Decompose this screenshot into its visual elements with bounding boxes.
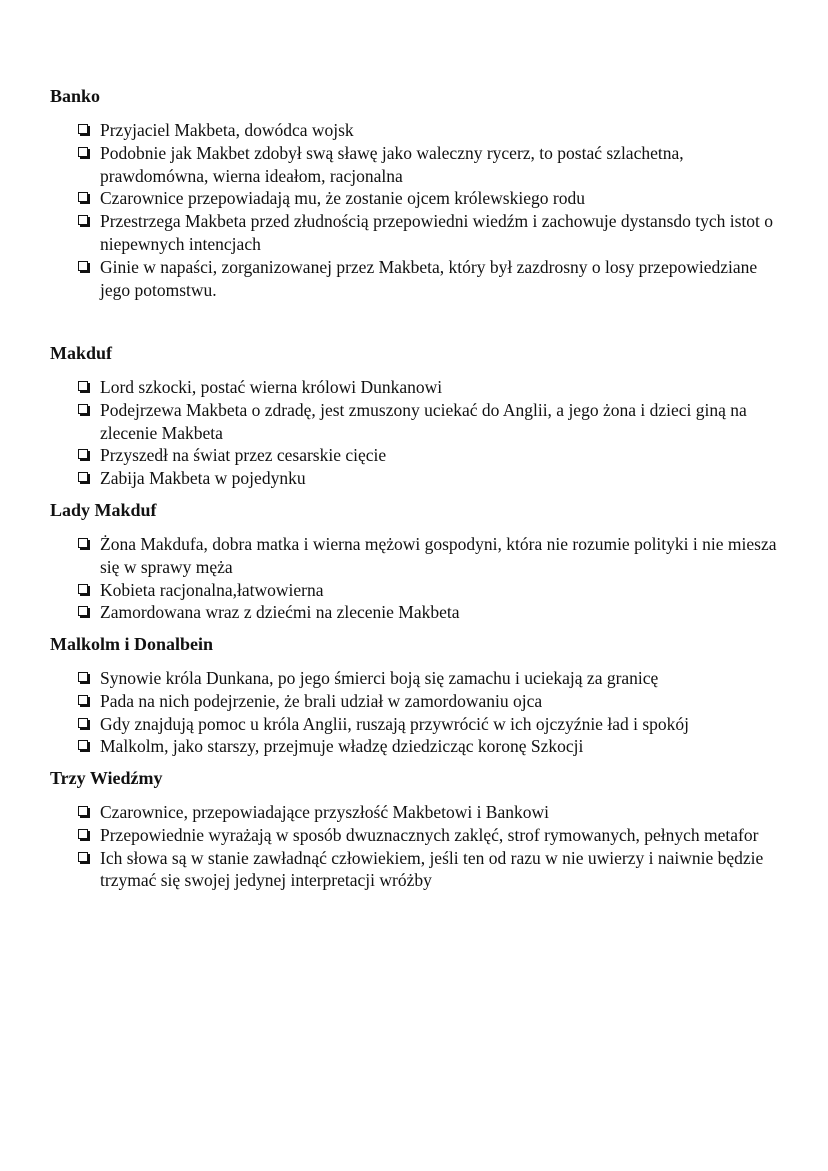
list-item: Podobnie jak Makbet zdobył swą sławę jako waleczny rycerz, to postać szlachetna, prawdomówna, wierna ideałom, racjonalna	[50, 142, 780, 188]
list-item: Lord szkocki, postać wierna królowi Dunkanowi	[50, 376, 780, 399]
checkbox-bullet-icon	[78, 584, 88, 594]
checkbox-bullet-icon	[78, 740, 88, 750]
checkbox-bullet-icon	[78, 852, 88, 862]
checkbox-bullet-icon	[78, 829, 88, 839]
section-heading: Makduf	[50, 343, 113, 363]
section-malkolm-donalbein	[50, 632, 780, 758]
checkbox-bullet-icon	[78, 124, 88, 134]
checkbox-bullet-icon	[78, 261, 88, 271]
list-item: Synowie króla Dunkana, po jego śmierci boją się zamachu i uciekają za granicę	[50, 667, 780, 690]
list-item: Ginie w napaści, zorganizowanej przez Makbeta, który był zazdrosny o losy przepowiedziane jego potomstwu.	[50, 256, 780, 302]
section-banko	[50, 84, 780, 301]
list-item: Przyszedł na świat przez cesarskie cięcie	[50, 444, 780, 467]
checkbox-bullet-icon	[78, 381, 88, 391]
list-item: Czarownice, przepowiadające przyszłość Makbetowi i Bankowi	[50, 801, 780, 824]
list-item: Gdy znajdują pomoc u króla Anglii, ruszają przywrócić w ich ojczyźnie ład i spokój	[50, 713, 780, 736]
section-lady-makduf	[50, 498, 780, 624]
list-item: Przyjaciel Makbeta, dowódca wojsk	[50, 119, 780, 142]
section-trzy-wiedzmy	[50, 766, 780, 892]
checkbox-bullet-icon	[78, 147, 88, 157]
checkbox-bullet-icon	[78, 215, 88, 225]
list-item: Zamordowana wraz z dziećmi na zlecenie Makbeta	[50, 601, 780, 624]
section-heading: Lady Makduf	[50, 500, 157, 520]
bullet-list	[50, 119, 780, 301]
checkbox-bullet-icon	[78, 538, 88, 548]
checkbox-bullet-icon	[78, 718, 88, 728]
checkbox-bullet-icon	[78, 192, 88, 202]
section-heading: Malkolm i Donalbein	[50, 634, 214, 654]
bullet-list	[50, 376, 780, 490]
list-item: Podejrzewa Makbeta o zdradę, jest zmuszony uciekać do Anglii, a jego żona i dzieci giną na zlecenie Makbeta	[50, 399, 780, 445]
list-item: Żona Makdufa, dobra matka i wierna mężowi gospodyni, która nie rozumie polityki i nie miesza się w sprawy męża	[50, 533, 780, 579]
checkbox-bullet-icon	[78, 695, 88, 705]
bullet-list	[50, 801, 780, 892]
section-heading: Banko	[50, 86, 101, 106]
bullet-list	[50, 533, 780, 624]
bullet-list	[50, 667, 780, 758]
checkbox-bullet-icon	[78, 606, 88, 616]
list-item: Malkolm, jako starszy, przejmuje władzę dziedzicząc koronę Szkocji	[50, 735, 780, 758]
list-item: Przestrzega Makbeta przed złudnością przepowiedni wiedźm i zachowuje dystansdo tych istot o niepewnych intencjach	[50, 210, 780, 256]
list-item: Czarownice przepowiadają mu, że zostanie ojcem królewskiego rodu	[50, 187, 780, 210]
list-item: Zabija Makbeta w pojedynku	[50, 467, 780, 490]
list-item: Pada na nich podejrzenie, że brali udział w zamordowaniu ojca	[50, 690, 780, 713]
list-item: Przepowiednie wyrażają w sposób dwuznacznych zaklęć, strof rymowanych, pełnych metafor	[50, 824, 780, 847]
checkbox-bullet-icon	[78, 472, 88, 482]
list-item: Ich słowa są w stanie zawładnąć człowiekiem, jeśli ten od razu w nie uwierzy i naiwnie będzie trzymać się swojej jedynej interpretacji wróżby	[50, 847, 780, 893]
list-item: Kobieta racjonalna,łatwowierna	[50, 579, 780, 602]
section-heading: Trzy Wiedźmy	[50, 768, 163, 788]
checkbox-bullet-icon	[78, 672, 88, 682]
checkbox-bullet-icon	[78, 806, 88, 816]
checkbox-bullet-icon	[78, 404, 88, 414]
section-makduf	[50, 341, 780, 490]
checkbox-bullet-icon	[78, 449, 88, 459]
